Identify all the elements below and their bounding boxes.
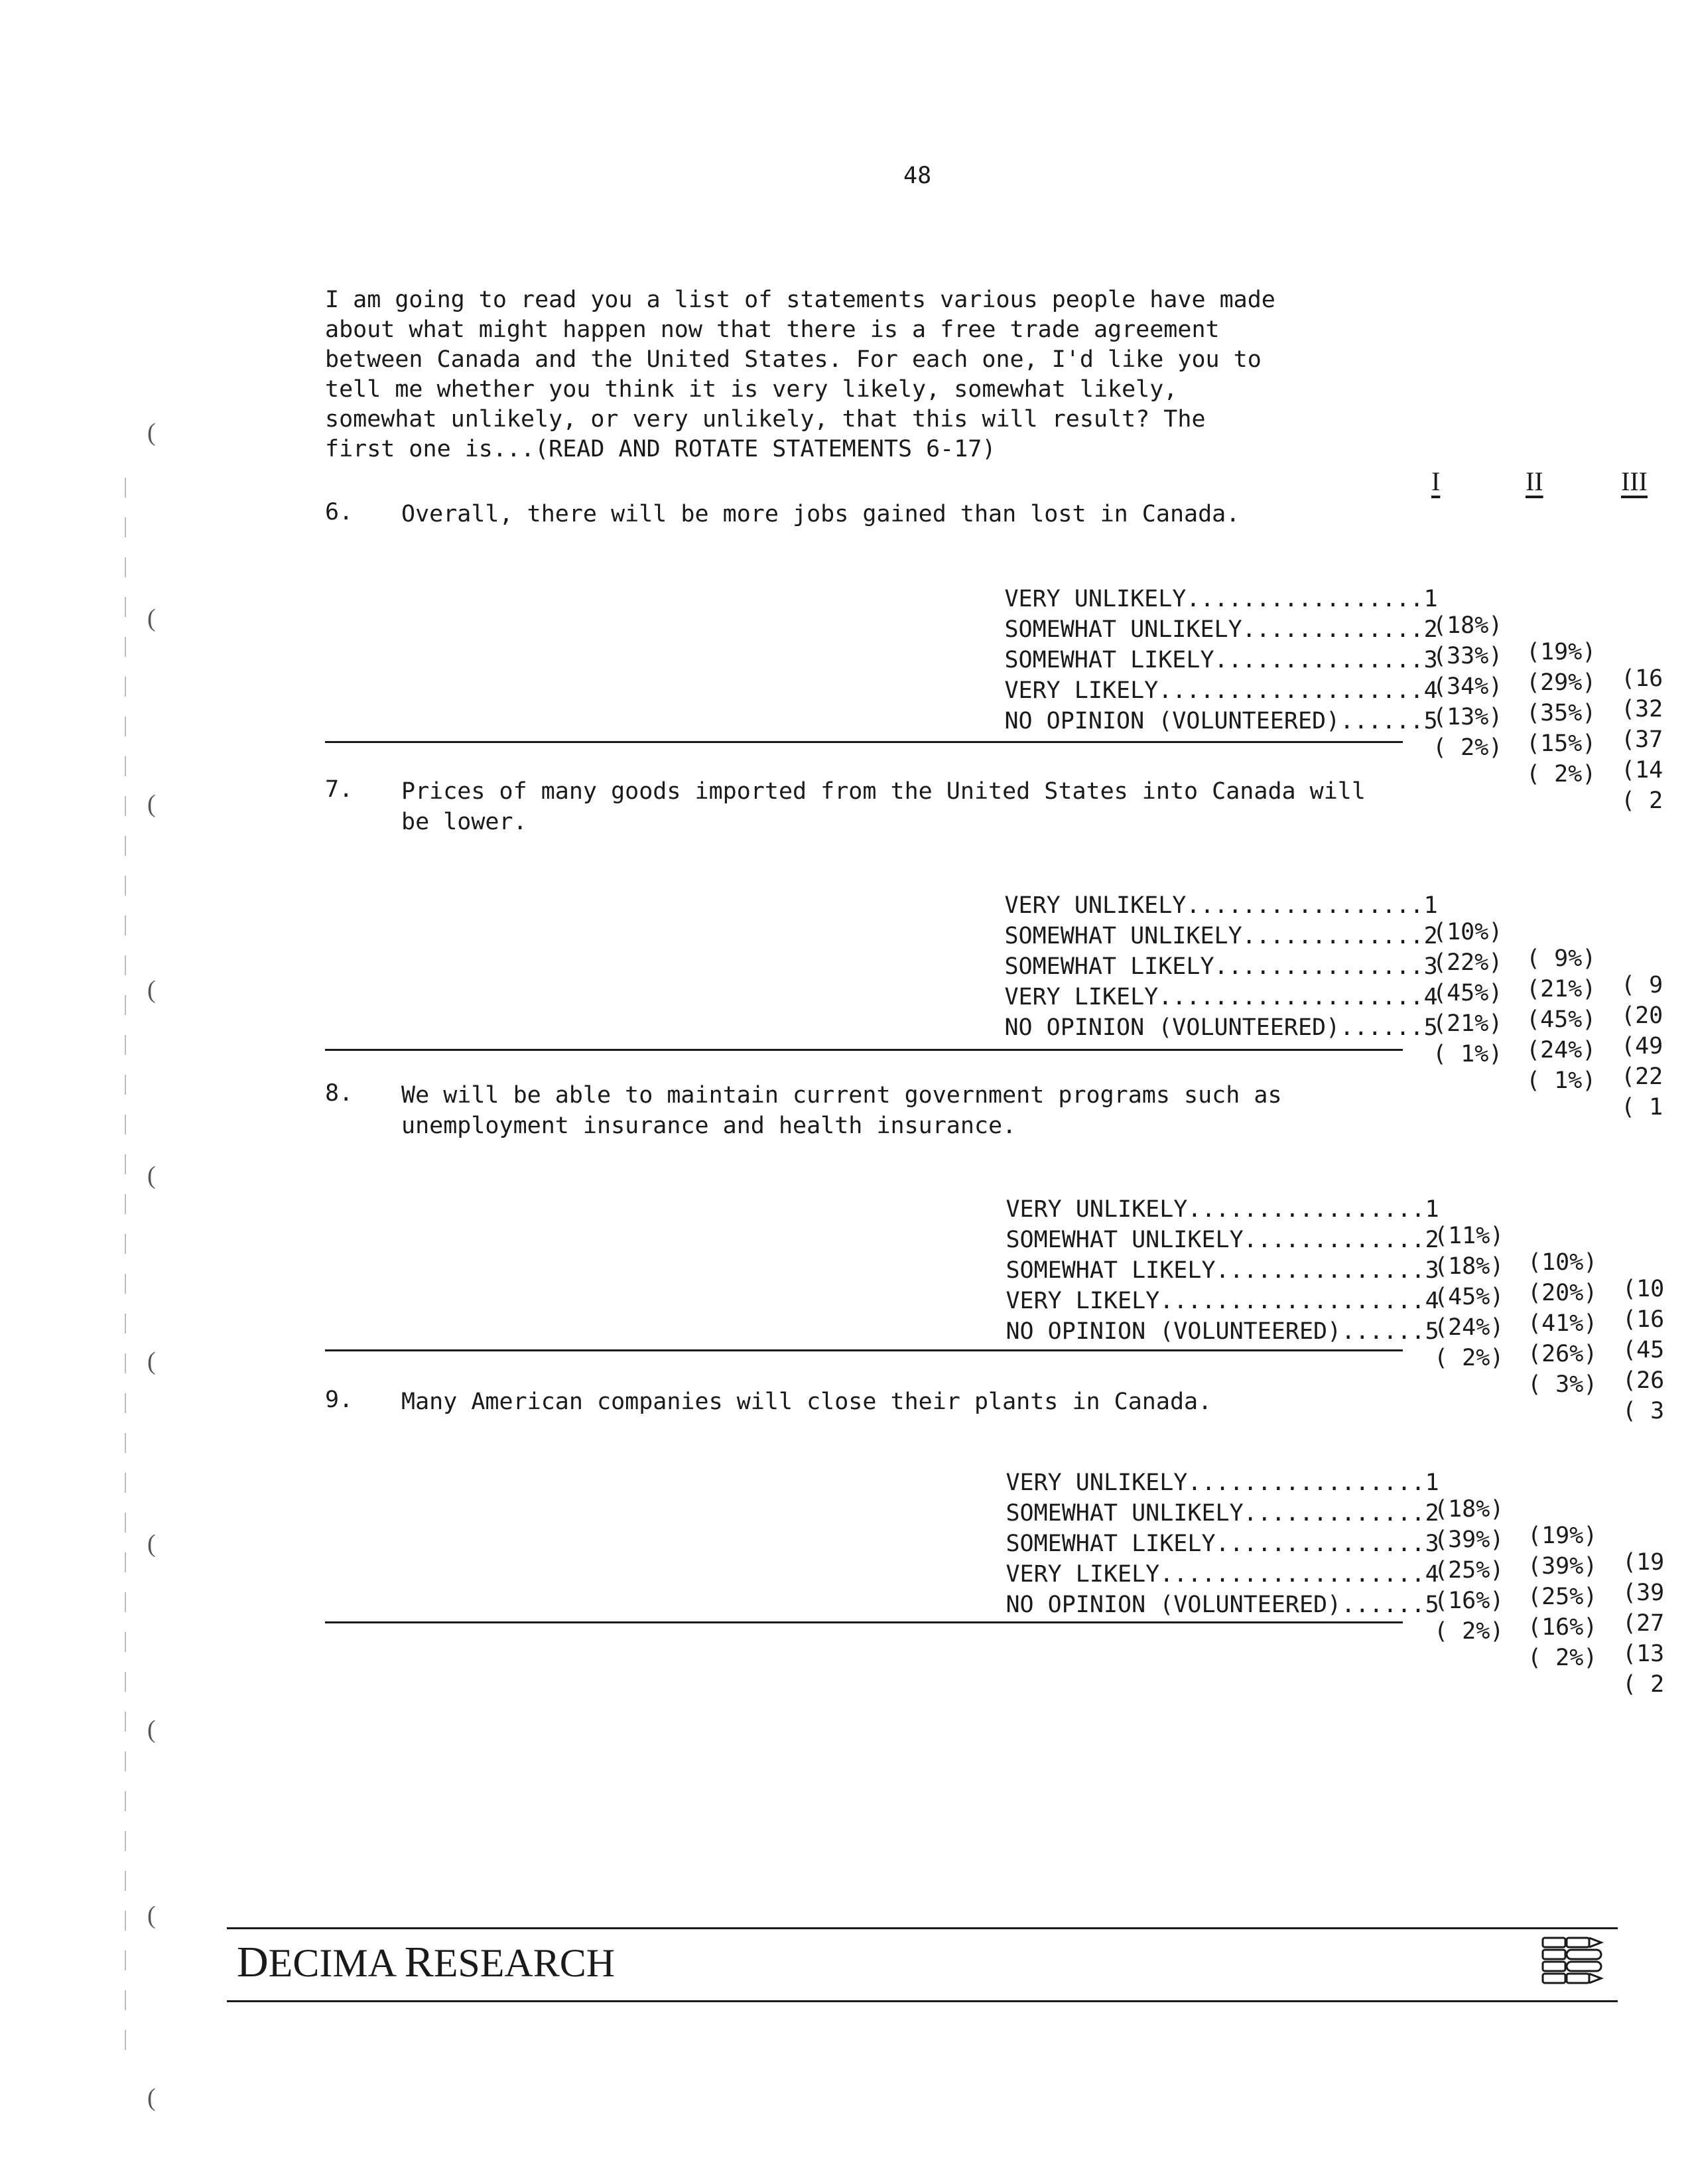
pct-col-iii: (19 — [1622, 1549, 1665, 1576]
intro-line: first one is...(READ AND ROTATE STATEMENTS 6-17) — [325, 436, 996, 462]
pct-col-ii: ( 2%) — [1526, 761, 1596, 787]
pct-col-ii: (15%) — [1526, 730, 1596, 757]
intro-line: I am going to read you a list of statements various people have made — [325, 287, 1275, 313]
pct-col-i: (13%) — [1433, 704, 1503, 730]
binder-hole-mark: ( — [147, 790, 156, 818]
binder-hole-mark: ( — [147, 1162, 156, 1190]
pct-col-i: (10%) — [1433, 919, 1503, 945]
decima-research-logo — [237, 1937, 615, 1988]
answer-label: SOMEWHAT LIKELY...............3 — [1004, 647, 1438, 673]
pct-col-i: (18%) — [1434, 1253, 1504, 1280]
answer-label: VERY UNLIKELY.................1 — [1004, 586, 1438, 612]
pct-col-iii: (16 — [1621, 665, 1663, 692]
pct-col-iii: ( 2 — [1621, 787, 1663, 814]
answer-label: VERY LIKELY...................4 — [1006, 1561, 1439, 1588]
answer-label: VERY LIKELY...................4 — [1004, 984, 1438, 1010]
pct-col-iii: (37 — [1621, 726, 1663, 753]
pct-col-ii: (35%) — [1526, 700, 1596, 726]
pct-col-i: ( 2%) — [1433, 734, 1503, 761]
section-divider — [325, 741, 1403, 743]
intro-line: about what might happen now that there is a free trade agreement — [325, 316, 1220, 343]
pct-col-ii: (26%) — [1528, 1341, 1598, 1367]
pct-col-ii: (20%) — [1528, 1280, 1598, 1306]
pct-col-i: (33%) — [1433, 643, 1503, 669]
answer-label: NO OPINION (VOLUNTEERED)......5 — [1004, 1014, 1438, 1041]
pct-col-ii: (21%) — [1526, 976, 1596, 1002]
decima-logo-icon — [1537, 1934, 1609, 1994]
answer-label: VERY UNLIKELY.................1 — [1004, 892, 1438, 919]
answer-label: SOMEWHAT LIKELY...............3 — [1006, 1531, 1439, 1557]
answer-label: SOMEWHAT UNLIKELY.............2 — [1004, 923, 1438, 949]
pct-col-i: (45%) — [1434, 1284, 1504, 1310]
pct-col-iii: ( 3 — [1622, 1398, 1665, 1424]
pct-col-ii: (19%) — [1528, 1523, 1598, 1549]
pct-col-iii: (39 — [1622, 1580, 1665, 1606]
pct-col-ii: ( 1%) — [1526, 1067, 1596, 1094]
pct-col-i: (22%) — [1433, 949, 1503, 976]
column-header-i: I — [1431, 466, 1441, 496]
pct-col-ii: (25%) — [1528, 1584, 1598, 1610]
question-number: 9. — [325, 1387, 354, 1413]
pct-col-iii: ( 2 — [1622, 1671, 1665, 1698]
pct-col-i: ( 1%) — [1433, 1041, 1503, 1067]
pct-col-i: ( 2%) — [1434, 1618, 1504, 1645]
pct-col-ii: (24%) — [1526, 1037, 1596, 1063]
pct-col-ii: (39%) — [1528, 1553, 1598, 1580]
pct-col-iii: (49 — [1621, 1033, 1663, 1059]
answer-label: NO OPINION (VOLUNTEERED)......5 — [1006, 1318, 1439, 1345]
pct-col-ii: ( 9%) — [1526, 945, 1596, 972]
binder-hole-mark: ( — [147, 1716, 156, 1743]
pct-col-iii: (32 — [1621, 696, 1663, 722]
answer-label: NO OPINION (VOLUNTEERED)......5 — [1004, 708, 1438, 734]
pct-col-i: (18%) — [1434, 1496, 1504, 1523]
pct-col-i: (34%) — [1433, 673, 1503, 700]
answer-label: VERY LIKELY...................4 — [1006, 1288, 1439, 1314]
question-text: Many American companies will close their plants in Canada. — [401, 1389, 1212, 1415]
answer-label: VERY UNLIKELY.................1 — [1006, 1469, 1439, 1496]
binder-hole-mark: ( — [147, 1901, 156, 1929]
pct-col-iii: (22 — [1621, 1063, 1663, 1090]
logo-word: ECIMA — [268, 1941, 405, 1985]
pct-col-ii: (45%) — [1526, 1006, 1596, 1033]
answer-label: SOMEWHAT UNLIKELY.............2 — [1006, 1500, 1439, 1527]
logo-word: ESEARCH — [433, 1941, 616, 1985]
binder-margin-line — [125, 478, 126, 2057]
pct-col-i: (39%) — [1434, 1527, 1504, 1553]
pct-col-ii: (41%) — [1528, 1310, 1598, 1337]
logo-letter: R — [404, 1938, 434, 1986]
answer-label: VERY LIKELY...................4 — [1004, 677, 1438, 704]
pct-col-i: (24%) — [1434, 1314, 1504, 1341]
answer-label: SOMEWHAT UNLIKELY.............2 — [1006, 1227, 1439, 1253]
intro-line: between Canada and the United States. For each one, I'd like you to — [325, 346, 1262, 373]
question-text: Overall, there will be more jobs gained than lost in Canada. — [401, 501, 1240, 527]
column-headers — [0, 466, 1692, 499]
pct-col-i: (16%) — [1434, 1588, 1504, 1614]
answer-label: SOMEWHAT LIKELY...............3 — [1006, 1257, 1439, 1284]
pct-col-iii: (26 — [1622, 1367, 1665, 1394]
pct-col-i: (45%) — [1433, 980, 1503, 1006]
footer-top-rule — [227, 1927, 1618, 1929]
pct-col-iii: (14 — [1621, 757, 1663, 784]
answer-label: VERY UNLIKELY.................1 — [1006, 1196, 1439, 1223]
pct-col-iii: ( 9 — [1621, 972, 1663, 998]
pct-col-ii: (29%) — [1526, 669, 1596, 696]
pct-col-i: (21%) — [1433, 1010, 1503, 1037]
pct-col-iii: (13 — [1622, 1641, 1665, 1667]
binder-hole-mark: ( — [147, 419, 156, 446]
footer-bottom-rule — [227, 2000, 1618, 2002]
question-number: 8. — [325, 1080, 354, 1107]
pct-col-ii: (19%) — [1526, 639, 1596, 665]
binder-hole-mark: ( — [147, 1347, 156, 1375]
column-header-iii: III — [1621, 466, 1648, 496]
question-text: Prices of many goods imported from the United States into Canada will be lower. — [401, 778, 1366, 835]
binder-hole-mark: ( — [147, 976, 156, 1004]
section-divider — [325, 1049, 1403, 1051]
pct-col-i: ( 2%) — [1434, 1345, 1504, 1371]
pct-col-ii: ( 3%) — [1528, 1371, 1598, 1398]
pct-col-iii: (20 — [1621, 1002, 1663, 1029]
intro-line: somewhat unlikely, or very unlikely, that this will result? The — [325, 406, 1206, 433]
pct-col-iii: (16 — [1622, 1306, 1665, 1333]
pct-col-iii: (27 — [1622, 1610, 1665, 1637]
section-divider — [325, 1349, 1403, 1351]
intro-line: tell me whether you think it is very likely, somewhat likely, — [325, 376, 1178, 403]
answer-label: SOMEWHAT LIKELY...............3 — [1004, 953, 1438, 980]
question-number: 6. — [325, 499, 354, 525]
intro-paragraph — [325, 285, 1393, 464]
pct-col-ii: (10%) — [1528, 1249, 1598, 1276]
pct-col-ii: (16%) — [1528, 1614, 1598, 1641]
pct-col-ii: ( 2%) — [1528, 1645, 1598, 1671]
pct-col-iii: (10 — [1622, 1276, 1665, 1302]
pct-col-i: (18%) — [1433, 612, 1503, 639]
binder-hole-mark: ( — [147, 1530, 156, 1558]
question-number: 7. — [325, 776, 354, 803]
question-text: We will be able to maintain current government programs such as unemployment insurance and health insurance. — [401, 1082, 1282, 1139]
answer-label: SOMEWHAT UNLIKELY.............2 — [1004, 616, 1438, 643]
pct-col-iii: ( 1 — [1621, 1094, 1663, 1121]
logo-letter: D — [237, 1938, 269, 1986]
column-header-ii: II — [1526, 466, 1543, 496]
section-divider — [325, 1621, 1403, 1623]
answer-label: NO OPINION (VOLUNTEERED)......5 — [1006, 1592, 1439, 1618]
pct-col-iii: (45 — [1622, 1337, 1665, 1363]
binder-hole-mark: ( — [147, 2084, 156, 2112]
pct-col-i: (11%) — [1434, 1223, 1504, 1249]
binder-hole-mark: ( — [147, 604, 156, 632]
pct-col-i: (25%) — [1434, 1557, 1504, 1584]
page-number: 48 — [903, 163, 932, 189]
